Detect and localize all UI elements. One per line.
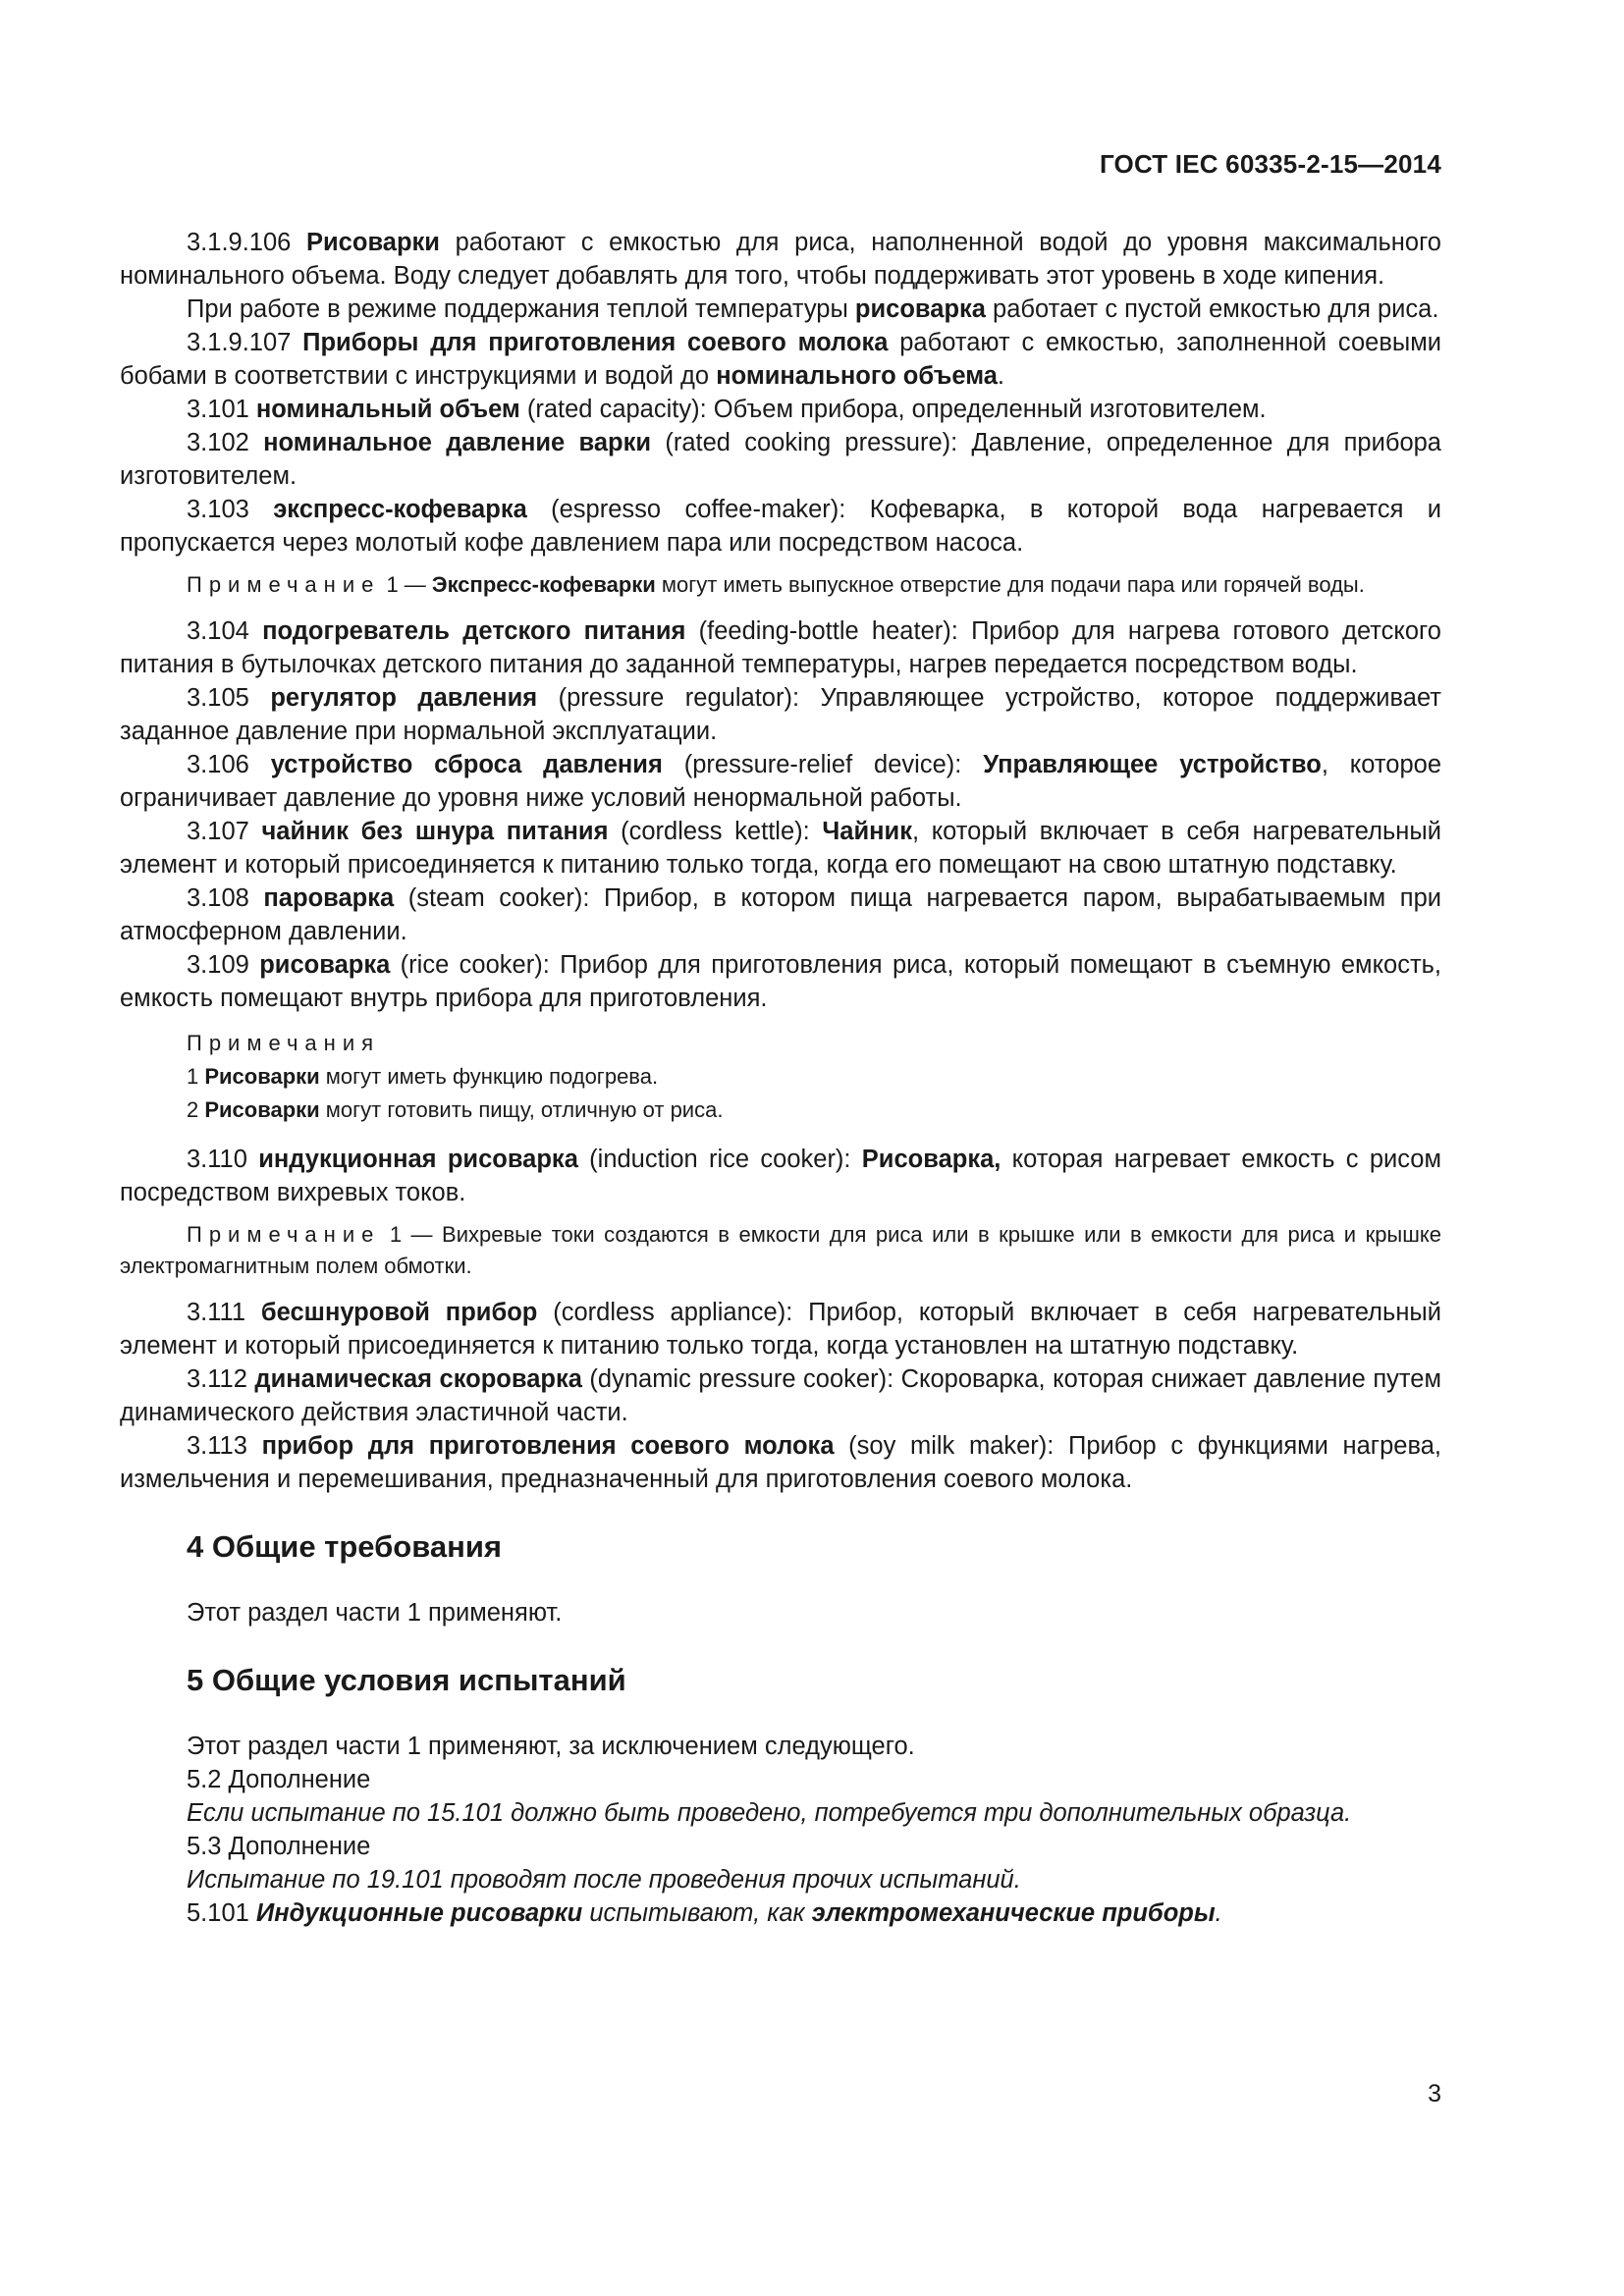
clause-3-1-9-106: 3.1.9.106 Рисоварки работают с емкостью для риса, наполненной водой до уровня максимального номинального объема. Воду следует добавлять для того, чтобы поддерживать этот уровень в ходе кипения. (120, 229, 1441, 290)
clause-5-2-text: Если испытание по 15.101 должно быть проведено, потребуется три дополнительных образца. (187, 1799, 1352, 1827)
definition-3-109: 3.109 рисоварка (rice cooker): Прибор для приготовления риса, который помещают в съемную емкость, емкость помещают внутрь прибора для приготовления. (120, 951, 1441, 1012)
section-4-text: Этот раздел части 1 применяют. (187, 1599, 563, 1627)
definition-3-101: 3.101 номинальный объем (rated capacity): Объем прибора, определенный изготовителем. (187, 396, 1267, 423)
standard-header: ГОСТ IEC 60335-2-15—2014 (1099, 149, 1441, 179)
definition-3-103: 3.103 экспресс-кофеварка (espresso coffee-maker): Кофеварка, в которой вода нагревается и пропускается через молотый кофе давлением пара или посредством насоса. (120, 496, 1441, 557)
definition-3-107: 3.107 чайник без шнура питания (cordless kettle): Чайник, который включает в себя нагревательный элемент и который присоединяется к питанию только тогда, когда его помещают на свою штатную подставку. (120, 818, 1441, 879)
definition-3-111: 3.111 бесшнуровой прибор (cordless appliance): Прибор, который включает в себя нагревательный элемент и который присоединяется к питанию только тогда, когда установлен на штатную подставку. (120, 1299, 1441, 1360)
definition-3-113: 3.113 прибор для приготовления соевого молока (soy milk maker): Прибор с функциями нагрева, измельчения и перемешивания, предназначенный для приготовления соевого молока. (120, 1432, 1442, 1493)
notes-title: Примечания (187, 1031, 381, 1055)
definition-3-106: 3.106 устройство сброса давления (pressure-relief device): Управляющее устройство, которое ограничивает давление до уровня ниже условий ненормальной работы. (120, 751, 1441, 812)
page-content (120, 226, 1441, 1930)
section-5-intro: Этот раздел части 1 применяют, за исключением следующего. (187, 1733, 915, 1760)
section-5-heading: 5 Общие условия испытаний (187, 1663, 626, 1697)
note-item-1: 1 Рисоварки могут иметь функцию подогрева. (187, 1064, 659, 1089)
definition-3-105: 3.105 регулятор давления (pressure regulator): Управляющее устройство, которое поддерживает заданное давление при нормальной эксплуатации. (120, 684, 1441, 745)
definition-3-110: 3.110 индукционная рисоварка (induction rice cooker): Рисоварка, которая нагревает емкость с рисом посредством вихревых токов. (120, 1146, 1441, 1206)
clause-5-3: 5.3 Дополнение (187, 1833, 371, 1860)
clause-5-101: 5.101 Индукционные рисоварки испытывают, как электромеханические приборы. (187, 1899, 1222, 1927)
note-item-2: 2 Рисоварки могут готовить пищу, отличную от риса. (187, 1097, 724, 1122)
clause-5-2: 5.2 Дополнение (187, 1766, 371, 1793)
definition-3-108: 3.108 пароварка (steam cooker): Прибор, в котором пища нагревается паром, вырабатываемым при атмосферном давлении. (120, 884, 1441, 945)
paragraph-warm-mode: При работе в режиме поддержания теплой температуры рисоварка работает с пустой емкостью для риса. (187, 295, 1439, 323)
definition-3-104: 3.104 подогреватель детского питания (feeding-bottle heater): Прибор для нагрева готового детского питания в бутылочках детского питания до заданной температуры, нагрев передается посредством воды. (120, 617, 1441, 678)
section-4-heading: 4 Общие требования (187, 1529, 502, 1564)
definition-3-112: 3.112 динамическая скороварка (dynamic pressure cooker): Скороварка, которая снижает давление путем динамического действия эластичной части. (120, 1365, 1441, 1426)
page-number: 3 (1428, 2080, 1441, 2108)
definition-3-102: 3.102 номинальное давление варки (rated cooking pressure): Давление, определенное для прибора изготовителем. (120, 429, 1441, 490)
notes-rice-cooker (120, 1027, 1441, 1127)
note-espresso: Примечание 1 — Экспресс-кофеварки могут иметь выпускное отверстие для подачи пара или горячей воды. (187, 572, 1365, 597)
clause-5-3-text: Испытание по 19.101 проводят после проведения прочих испытаний. (187, 1866, 1021, 1894)
note-eddy-currents: Примечание 1 — Вихревые токи создаются в емкости для риса или в крышке или в емкости для риса и крышке электромагнитным полем обмотки. (120, 1222, 1441, 1278)
clause-3-1-9-107: 3.1.9.107 Приборы для приготовления соевого молока работают с емкостью, заполненной соевыми бобами в соответствии с инструкциями и водой до номинального объема. (120, 329, 1441, 390)
